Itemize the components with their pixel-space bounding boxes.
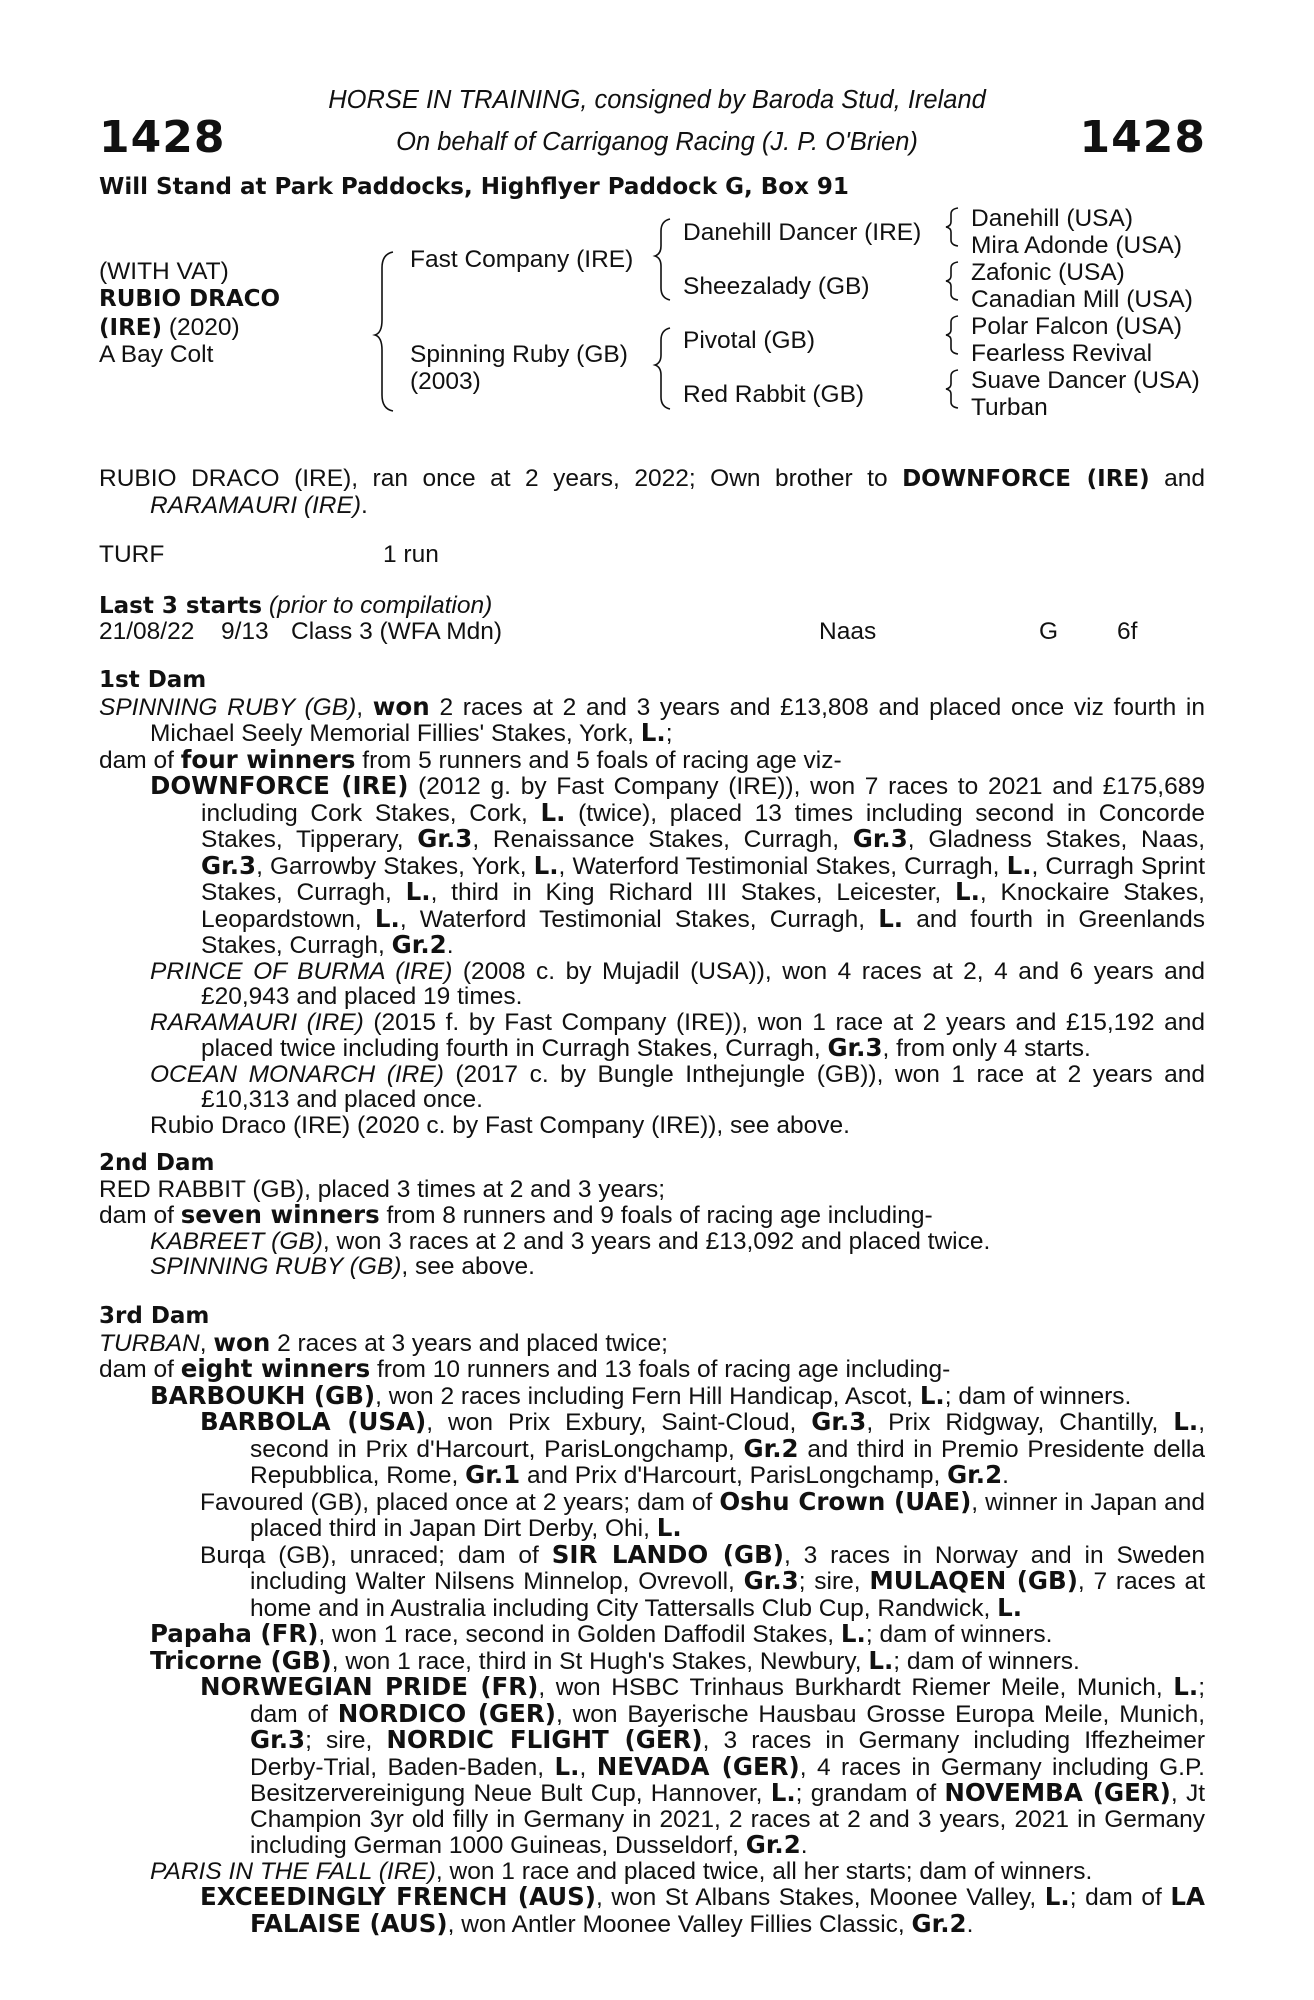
ancestor-4: Canadian Mill (USA) (971, 286, 1193, 313)
text-run: dam of (99, 1202, 181, 1229)
text-run: . (1002, 1462, 1009, 1489)
grade-label: Gr.2 (911, 1908, 967, 1938)
start-position: 9/13 (221, 618, 269, 645)
ancestor-8: Turban (971, 394, 1048, 421)
produce-item (200, 1884, 1205, 1937)
text-run: ; (665, 720, 673, 747)
text-run: , 7 races at home and in Australia including City Tattersalls Club Cup, Randwick, (250, 1568, 1205, 1622)
text-run: (twice), placed 13 times including second in Concorde Stakes, Tipperary, (201, 799, 1205, 853)
grade-label: Gr.3 (250, 1725, 306, 1754)
text-run: , from only 4 starts. (882, 1035, 1091, 1062)
text-run: ; dam of winners. (893, 1647, 1080, 1675)
second-dam-record: RED RABBIT (GB), placed 3 times at 2 and 3 years; (99, 1175, 666, 1203)
text-run: , won Bayerische Hausbau Grosse Europa Meile, Munich, (555, 1700, 1205, 1728)
produce-item (200, 1486, 1205, 1542)
grade-label: L. (1006, 850, 1032, 880)
third-dam-record (99, 1327, 1205, 1357)
dam-sire: Pivotal (GB) (683, 327, 816, 354)
produce-name: MULAQEN (GB) (869, 1566, 1078, 1595)
grade-label: Gr.1 (465, 1460, 521, 1489)
grade-label: Gr.2 (947, 1460, 1003, 1489)
third-dam-section (99, 1304, 1205, 1937)
text-run: , (356, 693, 373, 721)
text-run: , won 1 race and placed twice, all her starts; dam of winners. (435, 1857, 1093, 1885)
text-run: (2017 c. by Bungle Inthejungle (GB)), won 1 race at 2 years and £10,313 and placed once. (201, 1060, 1205, 1113)
start-going: G (1039, 618, 1059, 645)
text-run: . (800, 1832, 808, 1859)
produce-name: EXCEEDINGLY FRENCH (AUS) (200, 1882, 596, 1911)
produce-item (200, 1409, 1205, 1489)
text-run: , won 1 race, third in St Hugh's Stakes, Newbury, (331, 1647, 869, 1675)
grade-label: L. (770, 1778, 796, 1807)
text-run: ; grandam of (795, 1780, 945, 1807)
produce-name: LA FALAISE (AUS) (250, 1882, 1205, 1938)
grade-label: Gr.3 (201, 850, 257, 880)
ancestor-5: Polar Falcon (USA) (971, 313, 1183, 340)
grade-label: Gr.2 (391, 930, 447, 959)
text-run: , 3 races in Germany including Iffezheimer Derby-Trial, Baden-Baden, (250, 1727, 1205, 1781)
produce-item (150, 1062, 1205, 1113)
first-dam-title: 1st Dam (99, 667, 207, 693)
start-course: Naas (819, 618, 877, 645)
grand-produce-group (150, 1409, 1205, 1621)
won-label: won (213, 1327, 271, 1357)
start-race: Class 3 (WFA Mdn) (291, 618, 503, 645)
first-dam-name: SPINNING RUBY (GB) (99, 693, 357, 721)
text-run: Michael Seely Memorial Fillies' Stakes, York, (150, 720, 641, 747)
produce-name: NORDIC FLIGHT (GER) (386, 1725, 703, 1754)
last-starts-heading (99, 593, 492, 620)
stand-location: Will Stand at Park Paddocks, Highflyer Paddock G, Box 91 (99, 174, 849, 200)
text-run: dam of (99, 1356, 181, 1383)
text-run: , (199, 1329, 214, 1357)
record-surface: TURF (99, 541, 165, 568)
produce-name: Papaha (FR) (150, 1619, 319, 1648)
summary-text: RUBIO DRACO (IRE), ran once at 2 years, 2022; Own brother to (99, 465, 903, 492)
text-run: , third in King Richard III Stakes, Leicester, (430, 879, 955, 906)
grade-label: L. (1044, 1882, 1070, 1911)
produce-item (200, 1539, 1206, 1622)
text-run: and third in Premio Presidente della Repubblica, Rome, (250, 1435, 1205, 1489)
text-run: 2 races at 2 and 3 years and £13,808 and placed once viz fourth in (429, 693, 1205, 721)
text-run: , Jt Champion 3yr old filly in Germany in 2021, 2 races at 2 and 3 years, 2021 in Germany including German 1000 Guineas, Dusseldorf, (250, 1780, 1206, 1859)
grade-label: Gr.3 (827, 1033, 883, 1062)
third-dam-name: TURBAN (99, 1329, 200, 1357)
horse-year: (2020) (162, 314, 240, 341)
dam-year: (2003) (410, 368, 481, 395)
text-run: , (579, 1753, 597, 1781)
text-run: , Prix Ridgway, Chantilly, (866, 1409, 1174, 1436)
summary-brother: DOWNFORCE (IRE) (902, 466, 1150, 492)
ancestor-3: Zafonic (USA) (971, 259, 1125, 286)
first-dam-record (99, 691, 1205, 747)
grade-label: Gr.3 (811, 1407, 867, 1436)
text-run: (2015 f. by Fast Company (IRE)), won 1 race at 2 years and £15,192 and placed twice including fourth in Curragh Stakes, Curragh, (201, 1008, 1205, 1062)
produce-name: PRINCE OF BURMA (IRE) (150, 957, 453, 985)
text-run: and fourth in Greenlands Stakes, Curragh, (201, 905, 1205, 959)
text-run: from 8 runners and 9 foals of racing age including- (379, 1202, 933, 1229)
text-run: , 3 races in Norway and in Sweden including Walter Nilsens Minnelop, Ovrevoll, (250, 1541, 1206, 1595)
last-starts-subtitle: (prior to compilation) (262, 592, 493, 619)
start-date: 21/08/22 (99, 618, 195, 645)
grade-label: L. (878, 903, 904, 933)
text-run: ; dam of (250, 1674, 1205, 1728)
first-dam-section (99, 668, 1205, 1138)
produce-item (150, 959, 1205, 1010)
text-run: Burqa (GB), unraced; dam of (200, 1541, 552, 1569)
produce-name: BARBOLA (USA) (200, 1407, 427, 1436)
listed-label: L. (640, 718, 666, 747)
produce-name: BARBOUKH (GB) (150, 1380, 376, 1410)
last-starts-title: Last 3 starts (99, 593, 263, 619)
text-run: , second in Prix d'Harcourt, ParisLongchamp, (250, 1409, 1205, 1463)
text-run: , Waterford Testimonial Stakes, Curragh, (558, 852, 1007, 880)
grade-label: L. (955, 877, 980, 906)
grade-label: Gr.3 (743, 1566, 799, 1595)
grade-label: Gr.2 (743, 1433, 799, 1463)
grade-label: L. (540, 797, 566, 827)
produce-name: DOWNFORCE (IRE) (150, 771, 409, 800)
pedigree-braces (0, 0, 1314, 420)
record-runs: 1 run (383, 541, 439, 568)
third-dam-produce-summary (99, 1356, 1205, 1383)
produce-name: SPINNING RUBY (GB) (150, 1253, 402, 1280)
first-dam-produce-summary (99, 744, 1205, 774)
text-run: , Gladness Stakes, Naas, (907, 826, 1205, 853)
ancestor-1: Danehill (USA) (971, 205, 1134, 232)
summary-sister: RARAMAURI (IRE) (150, 491, 361, 519)
grand-produce-group (150, 1884, 1205, 1937)
text-run: , Renaissance Stakes, Curragh, (472, 826, 853, 853)
text-run: , winner in Japan and placed third in Japan Dirt Derby, Ohi, (250, 1488, 1205, 1542)
text-run: ; sire, (305, 1727, 387, 1754)
produce-name: NORWEGIAN PRIDE (FR) (200, 1672, 539, 1701)
produce-item (150, 1010, 1205, 1062)
text-run: , 4 races in Germany including G.P. Besitzervereinigung Neue Bult Cup, Hannover, (250, 1753, 1205, 1807)
consignor-line: HORSE IN TRAINING, consigned by Baroda Stud, Ireland (328, 86, 986, 114)
produce-name: OCEAN MONARCH (IRE) (150, 1060, 444, 1088)
produce-item (150, 1254, 1205, 1280)
summary-end: . (360, 491, 368, 519)
second-dam-section (99, 1151, 1205, 1280)
lot-number-left: 1428 (99, 112, 226, 163)
text-run: , see above. (401, 1253, 535, 1280)
text-run: . (446, 932, 454, 959)
text-run: 2 races at 3 years and placed twice; (270, 1329, 668, 1357)
second-dam-title: 2nd Dam (99, 1150, 215, 1176)
ancestor-7: Suave Dancer (USA) (971, 367, 1200, 394)
text-run: and Prix d'Harcourt, ParisLongchamp, (520, 1462, 948, 1489)
produce-name: Tricorne (GB) (150, 1645, 332, 1675)
grade-label: Gr.3 (852, 824, 908, 853)
produce-name: RARAMAURI (IRE) (150, 1008, 364, 1036)
text-run: (2008 c. by Mujadil (USA)), won 4 races at 2, 4 and 6 years and £20,943 and placed 19 times. (201, 957, 1205, 1010)
dam-dam: Red Rabbit (GB) (683, 381, 865, 408)
second-dam-produce (99, 1229, 1205, 1280)
text-run: . (966, 1910, 974, 1938)
horse-country: (IRE) (99, 315, 163, 341)
grade-label: L. (840, 1619, 866, 1648)
first-dam-produce (99, 773, 1205, 1138)
winners-count: four winners (180, 744, 356, 774)
third-dam-title: 3rd Dam (99, 1303, 210, 1329)
start-row (99, 619, 1209, 645)
produce-item (200, 1674, 1205, 1859)
produce-name: SIR LANDO (GB) (551, 1539, 784, 1569)
grade-label: L. (919, 1380, 945, 1410)
grade-label: L. (1173, 1407, 1199, 1436)
second-dam-produce-summary (99, 1202, 1205, 1229)
grade-label: L. (533, 850, 559, 880)
text-run: , won HSBC Trinhaus Burkhardt Riemer Meile, Munich, (538, 1674, 1174, 1701)
grade-label: L. (868, 1645, 894, 1675)
produce-item (150, 1621, 1205, 1648)
grand-produce-group (150, 1674, 1205, 1859)
grade-label: L. (656, 1513, 682, 1542)
text-run: , won 3 races at 2 and 3 years and £13,092 and placed twice. (322, 1227, 991, 1255)
produce-name: KABREET (GB) (150, 1227, 323, 1255)
grade-label: Gr.3 (417, 824, 473, 853)
text-run: , Curragh Sprint Stakes, Curragh, (201, 852, 1205, 906)
ancestor-2: Mira Adonde (USA) (971, 232, 1183, 259)
sire-sire: Danehill Dancer (IRE) (683, 219, 922, 246)
text-run: from 5 runners and 5 foals of racing age viz- (355, 746, 842, 774)
text-run: , won 2 races including Fern Hill Handicap, Ascot, (375, 1382, 920, 1410)
text-run: , won Prix Exbury, Saint-Cloud, (426, 1409, 812, 1436)
lot-number-right: 1428 (1079, 112, 1206, 163)
ancestor-6: Fearless Revival (971, 340, 1153, 367)
grade-label: L. (405, 877, 431, 906)
produce-item (150, 1380, 1205, 1410)
horse-name: RUBIO DRACO (99, 286, 281, 312)
text-run: , Waterford Testimonial Stakes, Curragh, (399, 905, 879, 933)
text-run: ; dam of (1069, 1884, 1162, 1911)
text-run: , won 1 race, second in Golden Daffodil Stakes, (318, 1621, 841, 1648)
dam: Spinning Ruby (GB) (410, 341, 628, 368)
summary-paragraph (99, 466, 1205, 518)
produce-item (150, 773, 1205, 959)
start-distance: 6f (1117, 618, 1138, 645)
won-label: won (372, 691, 430, 721)
horse-description: A Bay Colt (99, 341, 214, 368)
produce-name: NOVEMBA (GER) (944, 1778, 1171, 1807)
produce-name: NORDICO (GER) (337, 1698, 556, 1728)
grade-label: Gr.2 (745, 1830, 801, 1859)
text-run: ; sire, (798, 1568, 870, 1595)
text-run: , Knockaire Stakes, Leopardstown, (201, 879, 1205, 933)
text-run: (2012 g. by Fast Company (IRE)), won 7 races to 2021 and £175,689 including Cork Stakes, Cork, (201, 773, 1205, 827)
text-run: from 10 runners and 13 foals of racing age including- (370, 1356, 951, 1383)
produce-name: NEVADA (GER) (596, 1751, 800, 1781)
sire: Fast Company (IRE) (410, 246, 634, 273)
grade-label: L. (374, 903, 400, 933)
produce-item (150, 1229, 1205, 1255)
third-dam-produce (99, 1380, 1206, 1938)
winners-count: seven winners (180, 1200, 380, 1229)
grade-label: L. (997, 1592, 1023, 1622)
winners-count: eight winners (180, 1354, 371, 1383)
summary-and: and (1149, 465, 1206, 492)
text-run: ; dam of winners. (865, 1621, 1053, 1648)
summary (99, 466, 1205, 518)
produce-item: Rubio Draco (IRE) (2020 c. by Fast Company (IRE)), see above. (150, 1111, 850, 1139)
text-run: , Garrowby Stakes, York, (256, 852, 534, 880)
sire-dam: Sheezalady (GB) (683, 273, 870, 300)
text-run: Favoured (GB), placed once at 2 years; dam of (200, 1488, 720, 1516)
produce-name: PARIS IN THE FALL (IRE) (150, 1857, 436, 1885)
produce-item (150, 1645, 1205, 1675)
grade-label: L. (1173, 1672, 1199, 1701)
produce-name: Oshu Crown (UAE) (719, 1486, 972, 1516)
vat-label: (WITH VAT) (99, 258, 229, 285)
text-run: dam of (99, 746, 181, 774)
on-behalf-line: On behalf of Carriganog Racing (J. P. O'Brien) (396, 128, 918, 156)
produce-item (150, 1859, 1205, 1885)
text-run: , won Antler Moonee Valley Fillies Classic, (447, 1910, 912, 1938)
text-run: , won St Albans Stakes, Moonee Valley, (595, 1884, 1045, 1911)
grade-label: L. (554, 1751, 580, 1781)
text-run: ; dam of winners. (944, 1382, 1132, 1410)
